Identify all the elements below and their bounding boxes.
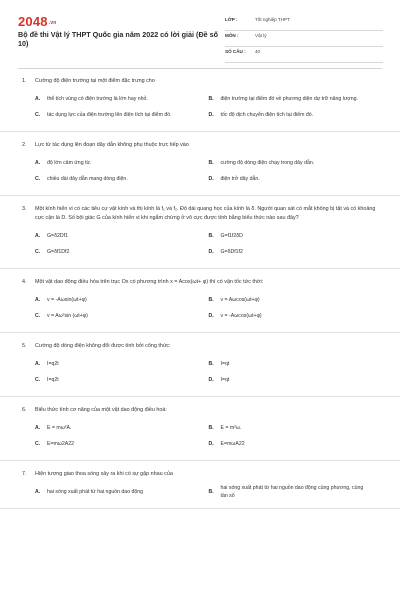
question-number: 5.: [22, 343, 27, 349]
option-letter: C.: [35, 176, 41, 182]
meta-row-subject: [225, 31, 383, 47]
option-text: độ lớn cảm ứng từ.: [47, 160, 92, 166]
answer-option[interactable]: [35, 155, 209, 171]
answer-option[interactable]: [209, 228, 383, 244]
answer-options: [35, 356, 382, 388]
answer-option[interactable]: [209, 171, 383, 187]
meta-row-count: [225, 47, 383, 63]
option-text: G=δf1Df2: [47, 249, 70, 255]
answer-option[interactable]: [35, 436, 209, 452]
question-stem: [22, 406, 382, 415]
answer-option[interactable]: [209, 244, 383, 260]
question-stem: [22, 470, 382, 479]
option-text: cường độ dòng điện chạy trong dây dẫn.: [220, 160, 315, 166]
option-text: E=mωA22: [220, 441, 245, 447]
question-stem: [22, 141, 382, 150]
option-letter: D.: [208, 176, 214, 182]
answer-option[interactable]: [35, 91, 209, 107]
option-text: G=δ2Df1: [47, 233, 68, 239]
option-letter: D.: [208, 441, 214, 447]
answer-option[interactable]: [35, 372, 209, 388]
answer-options: [35, 420, 382, 452]
answer-options: [35, 155, 382, 187]
option-letter: A.: [35, 233, 41, 239]
answer-option[interactable]: [209, 91, 383, 107]
answer-option[interactable]: [209, 372, 383, 388]
option-text: tốc độ dịch chuyển điện tích tại điểm đó.: [220, 112, 314, 118]
option-letter: D.: [208, 377, 214, 383]
answer-option[interactable]: [35, 107, 209, 123]
answer-option[interactable]: [209, 155, 383, 171]
answer-option[interactable]: [209, 484, 383, 500]
option-text: I=qt: [220, 361, 230, 367]
option-text: hai sóng xuất phát từ hai nguồn dao động: [47, 489, 144, 495]
answer-options: [35, 484, 382, 500]
option-text: tác dụng lực của điện trường lên điện tích tại điểm đó.: [47, 112, 172, 118]
question-6: [0, 397, 400, 461]
option-letter: C.: [35, 313, 41, 319]
question-number: 2.: [22, 142, 27, 148]
answer-option[interactable]: [35, 308, 209, 324]
question-text: Biểu thức tính cơ năng của một vật dao động điều hoà:: [35, 407, 167, 413]
document-title: Bộ đề thi Vật lý THPT Quốc gia năm 2022 có lời giải (Đề số 10): [18, 30, 219, 48]
meta-row-grade: [225, 15, 383, 31]
option-text: thể tích vùng có điện trường là lớn hay nhỏ.: [47, 96, 148, 102]
question-number: 7.: [22, 471, 27, 477]
question-text: Cường độ dòng điện không đổi được tính bởi công thức:: [35, 343, 171, 349]
document-header: [0, 0, 400, 66]
answer-option[interactable]: [209, 308, 383, 324]
answer-option[interactable]: [209, 292, 383, 308]
option-letter: A.: [35, 96, 41, 102]
question-3: [0, 196, 400, 269]
question-7: [0, 461, 400, 509]
answer-option[interactable]: [35, 244, 209, 260]
meta-key: SỐ CÂU :: [225, 49, 246, 54]
option-text: v = Aωcos(ωt+φ): [220, 297, 260, 303]
question-number: 4.: [22, 279, 27, 285]
question-text: Một kính hiển vi có các tiêu cự vật kính và thị kính là f₁ và f₂. Độ dài quang học của kính là δ. Người quan sát có mắt không bị tật và có khoảng cực cận là D. Số bội giác G của kính hiển vi khi ngắm chừng ở vô cực được tính bằng biểu thức nào sau đây?: [35, 206, 376, 221]
option-text: I=qt: [220, 377, 230, 383]
document-meta: [225, 15, 383, 63]
answer-option[interactable]: [35, 228, 209, 244]
answer-option[interactable]: [35, 484, 209, 500]
question-stem: [22, 77, 382, 86]
option-text: chiều dài dây dẫn mang dòng điện.: [47, 176, 128, 182]
answer-option[interactable]: [35, 171, 209, 187]
option-text: E = mω²A.: [47, 425, 72, 431]
answer-option[interactable]: [35, 356, 209, 372]
option-text: điện trường tại điểm đó về phương diện dự trữ năng lượng.: [220, 96, 358, 102]
option-text: G=δDf1f2: [220, 249, 243, 255]
answer-options: [35, 228, 382, 260]
option-text: v = Aω²sin (ωt+φ): [47, 313, 88, 319]
option-text: hai sóng xuất phát từ hai nguồn dao động cùng phương, cùng tần số: [220, 485, 364, 499]
question-text: Hiện tượng giao thoa sóng xảy ra khi có sự gặp nhau của: [35, 471, 173, 477]
option-letter: C.: [35, 441, 41, 447]
answer-options: [35, 91, 382, 123]
question-stem: [22, 342, 382, 351]
option-letter: B.: [208, 160, 214, 166]
answer-option[interactable]: [209, 356, 383, 372]
answer-option[interactable]: [35, 292, 209, 308]
option-letter: B.: [208, 361, 214, 367]
meta-value: 40: [255, 49, 261, 54]
question-number: 3.: [22, 206, 27, 212]
answer-option[interactable]: [209, 436, 383, 452]
option-text: v = -Aωsin(ωt+φ): [47, 297, 87, 303]
option-letter: D.: [208, 313, 214, 319]
question-4: [0, 269, 400, 333]
question-text: Lực từ tác dụng lên đoạn dây dẫn không phụ thuộc trực tiếp vào: [35, 142, 189, 148]
option-letter: B.: [208, 96, 214, 102]
option-letter: A.: [35, 425, 41, 431]
option-text: I=q2t: [47, 361, 59, 367]
meta-key: LỚP :: [225, 17, 238, 22]
answer-option[interactable]: [209, 420, 383, 436]
site-logo[interactable]: 2048.vn: [18, 14, 57, 29]
option-letter: C.: [35, 249, 41, 255]
question-5: [0, 333, 400, 397]
answer-option[interactable]: [35, 420, 209, 436]
question-stem: [22, 278, 382, 287]
meta-value: Vật lý: [255, 33, 267, 38]
question-list: [0, 68, 400, 509]
option-text: I=q2t: [47, 377, 59, 383]
answer-options: [35, 292, 382, 324]
option-text: điện trở dây dẫn.: [220, 176, 260, 182]
option-text: G=f1f2δD: [220, 233, 243, 239]
question-number: 6.: [22, 407, 27, 413]
option-letter: C.: [35, 377, 41, 383]
option-letter: D.: [208, 249, 214, 255]
question-text: Cường độ điện trường tại một điểm đặc trưng cho: [35, 78, 155, 84]
question-1: [0, 68, 400, 132]
option-letter: A.: [35, 361, 41, 367]
answer-option[interactable]: [209, 107, 383, 123]
meta-key: MÔN :: [225, 33, 239, 38]
option-text: E=mω2A22: [47, 441, 74, 447]
meta-value: Tốt nghiệp THPT: [255, 17, 290, 22]
option-letter: C.: [35, 112, 41, 118]
option-letter: B.: [208, 489, 214, 495]
option-letter: A.: [35, 489, 41, 495]
option-letter: D.: [208, 112, 214, 118]
option-text: v = -Aωcos(ωt+φ): [220, 313, 262, 319]
question-2: [0, 132, 400, 196]
option-text: E = m²ω.: [220, 425, 242, 431]
option-letter: A.: [35, 160, 41, 166]
option-letter: B.: [208, 297, 214, 303]
option-letter: B.: [208, 233, 214, 239]
question-stem: [22, 205, 382, 223]
option-letter: A.: [35, 297, 41, 303]
option-letter: B.: [208, 425, 214, 431]
question-text: Một vật dao động điều hòa trên trục Ox có phương trình x = Acos(ωt+ φ) thì có vận tốc tức thời:: [35, 279, 264, 285]
question-number: 1.: [22, 78, 27, 84]
